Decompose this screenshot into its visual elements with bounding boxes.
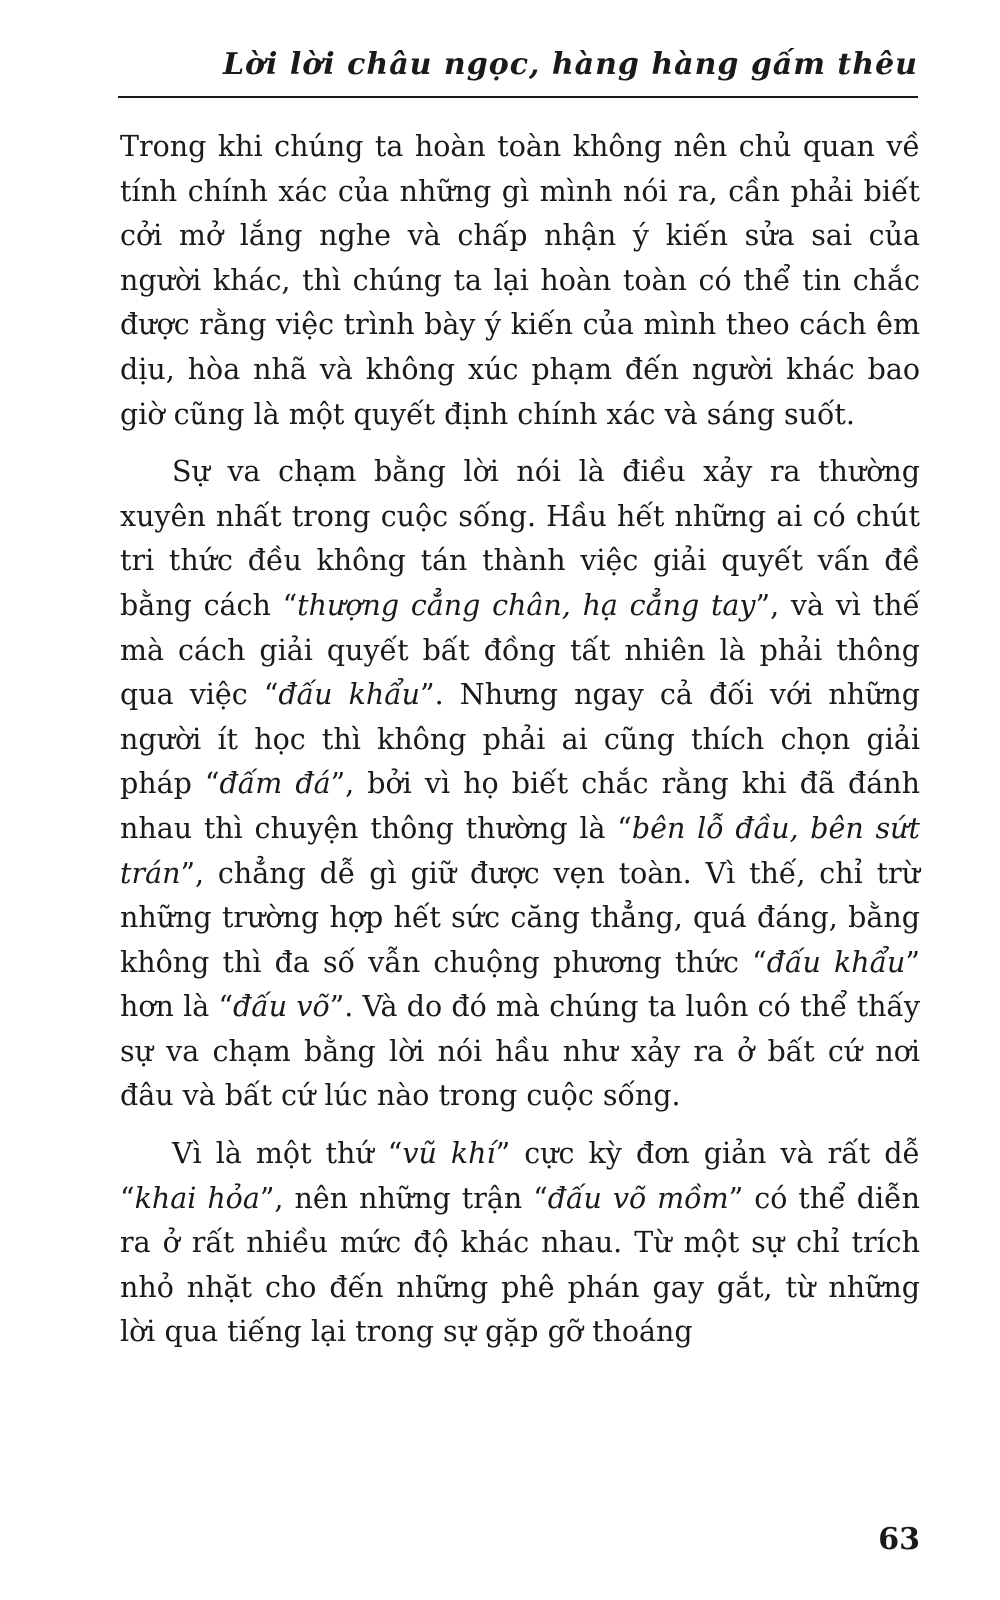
paragraph-2-italic-5: đấu khẩu [766, 945, 906, 979]
paragraph-2-italic-3: đấm đá [219, 767, 331, 801]
paragraph-2-segment-3: ”, và vì thế mà cách giải quyết bất đồng tất nhiên là phải thông qua việc “ [120, 588, 920, 712]
paragraph-3-italic-3: đấu võ mồm [547, 1181, 729, 1215]
paragraph-2-segment-5: ”. Nhưng ngay cả đối với những người ít học thì không phải ai cũng thích chọn giải pháp “ [120, 678, 921, 801]
page-number: 63 [878, 1522, 920, 1557]
paragraph-2-italic-1: thượng cẳng chân, hạ cẳng tay [297, 588, 756, 622]
paragraph-2-segment-7: ”, bởi vì họ biết chắc rằng khi đã đánh nhau thì chuyện thông thường là “ [120, 767, 920, 845]
paragraph-2-italic-4: bên lỗ đầu, bên sứt trán [120, 811, 920, 890]
paragraph-2-italic-2: đấu khẩu [278, 678, 421, 712]
body-text [120, 125, 920, 1355]
paragraph-2-segment-13: ”. Và do đó mà chúng ta luôn có thể thấy sự va chạm bằng lời nói hầu như xảy ra ở bất cứ nơi đâu và bất cứ lúc nào trong cuộc sống. [120, 990, 921, 1113]
paragraph-2-segment-1: Sự va chạm bằng lời nói là điều xảy ra thường xuyên nhất trong cuộc sống. Hầu hết những ai có chút tri thức đều không tán thành việc giải quyết vấn đề bằng cách “ [120, 455, 920, 622]
paragraph-2-italic-6: đấu võ [233, 990, 330, 1024]
paragraph-3-italic-2: khai hỏa [134, 1181, 260, 1215]
paragraph-3-segment-7: ” có thể diễn ra ở rất nhiều mức độ khác nhau. Từ một sự chỉ trích nhỏ nhặt cho đến những phê phán gay gắt, từ những lời qua tiếng lại trong sự gặp gỡ thoáng [120, 1181, 920, 1349]
header-rule [118, 96, 918, 98]
paragraph-2-segment-11: ” hơn là “ [120, 945, 920, 1024]
paragraph-2-segment-9: ”, chẳng dễ gì giữ được vẹn toàn. Vì thế, chỉ trừ những trường hợp hết sức căng thẳng, quá đáng, bằng không thì đa số vẫn chuộng phương thức “ [120, 856, 920, 979]
paragraph-3-segment-1: Vì là một thứ “ [172, 1137, 403, 1171]
running-header: Lời lời châu ngọc, hàng hàng gấm thêu [222, 47, 918, 82]
paragraph-3-segment-3: ” cực kỳ đơn giản và rất dễ “ [120, 1137, 920, 1215]
paragraph-1 [120, 125, 920, 437]
paragraph-1-segment-1: Trong khi chúng ta hoàn toàn không nên chủ quan về tính chính xác của những gì mình nói ra, cần phải biết cởi mở lắng nghe và chấp nhận ý kiến sửa sai của người khác, thì chúng ta lại hoàn toàn có thể tin chắc được rằng việc trình bày ý kiến của mình theo cách êm dịu, hòa nhã và không xúc phạm đến người khác bao giờ cũng là một quyết định chính xác và sáng suốt. [120, 130, 920, 431]
paragraph-2 [120, 450, 920, 1119]
paragraph-3 [120, 1132, 920, 1355]
paragraph-3-italic-1: vũ khí [402, 1137, 496, 1171]
paragraph-3-segment-5: ”, nên những trận “ [259, 1181, 548, 1215]
